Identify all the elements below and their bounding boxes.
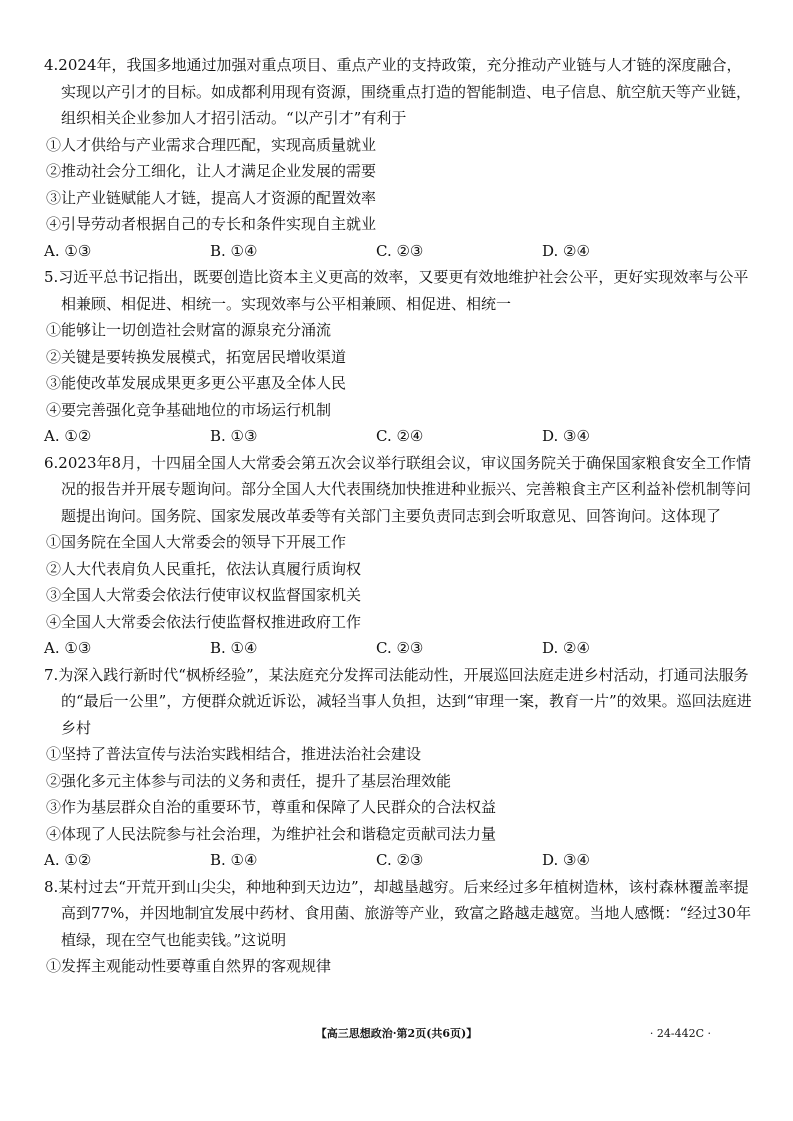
answer-choice: B. ①③ <box>210 427 258 445</box>
answer-choice: C. ②③ <box>376 851 424 869</box>
statement-item: ④引导劳动者根据自己的专长和条件实现自主就业 <box>46 215 377 233</box>
statement-item: ②推动社会分工细化，让人才满足企业发展的需要 <box>46 162 377 180</box>
statement-item: ①发挥主观能动性要尊重自然界的客观规律 <box>46 957 332 975</box>
question-block <box>44 874 756 980</box>
question-stem: 6.2023年8月，十四届全国人大常委会第五次会议举行联组会议，审议国务院关于确保国家粮食安全工作情况的报告并开展专题询问。部分全国人大代表围绕加快推进种业振兴、完善粮食主产区利益补偿机制等问题提出询问。国务院、国家发展改革委等有关部门主要负责同志到会听取意见、回答询问。这体现了 <box>44 453 752 525</box>
answer-choice: D. ③④ <box>542 851 590 869</box>
statement-item: ④体现了人民法院参与社会治理，为维护社会和谐稳定贡献司法力量 <box>46 824 497 843</box>
answer-choices <box>44 847 756 874</box>
question-block <box>44 52 756 264</box>
answer-choice: B. ①④ <box>210 851 258 869</box>
question-stem: 4.2024年，我国多地通过加强对重点项目、重点产业的支持政策，充分推动产业链与人才链的深度融合，实现以产引才的目标。如成都利用现有资源，围绕重点打造的智能制造、电子信息、航空航天等产业链，组织相关企业参加人才招引活动。“以产引才”有利于 <box>44 56 752 127</box>
statement-item: ③能使改革发展成果更多更公平惠及全体人民 <box>46 374 347 392</box>
answer-choice: A. ①② <box>44 851 92 869</box>
statement-item: ④全国人大常委会依法行使监督权推进政府工作 <box>46 612 362 631</box>
statement-item: ④要完善强化竞争基础地位的市场运行机制 <box>46 400 332 419</box>
answer-choice: D. ②④ <box>542 639 590 657</box>
answer-choice: A. ①② <box>44 427 92 445</box>
question-stem: 5.习近平总书记指出，既要创造比资本主义更高的效率，又要更有效地维护社会公平，更好实现效率与公平相兼顾、相促进、相统一。实现效率与公平相兼顾、相促进、相统一 <box>44 268 749 313</box>
statement-item: ②关键是要转换发展模式，拓宽居民增收渠道 <box>46 347 347 366</box>
statement-item: ①能够让一切创造社会财富的源泉充分涌流 <box>46 321 332 339</box>
statement-item: ①人才供给与产业需求合理匹配，实现高质量就业 <box>46 135 377 154</box>
answer-choices <box>44 635 756 662</box>
answer-choice: A. ①③ <box>44 639 92 657</box>
question-stem: 7.为深入践行新时代“枫桥经验”，某法庭充分发挥司法能动性，开展巡回法庭走进乡村活动，打通司法服务的“最后一公里”，方便群众就近诉讼，减轻当事人负担，达到“审理一案，教育一片”的效果。巡回法庭进乡村 <box>44 665 752 737</box>
answer-choice: C. ②③ <box>376 639 424 657</box>
answer-choice: D. ③④ <box>542 427 590 445</box>
statement-item: ①坚持了普法宣传与法治实践相结合，推进法治社会建设 <box>46 745 422 763</box>
statement-item: ②强化多元主体参与司法的义务和责任，提升了基层治理效能 <box>46 771 452 790</box>
statement-item: ①国务院在全国人大常委会的领导下开展工作 <box>46 533 347 551</box>
question-block <box>44 264 756 450</box>
question-list <box>44 52 756 980</box>
footer-title: 【高三思想政治·第2页(共6页)】 <box>315 1027 478 1040</box>
answer-choice: D. ②④ <box>542 241 590 260</box>
statement-item: ③让产业链赋能人才链，提高人才资源的配置效率 <box>46 188 377 207</box>
question-block <box>44 450 756 662</box>
answer-choice: B. ①④ <box>210 241 258 260</box>
question-block <box>44 662 756 874</box>
answer-choice: C. ②④ <box>376 427 424 445</box>
statement-item: ③全国人大常委会依法行使审议权监督国家机关 <box>46 586 362 604</box>
answer-choice: C. ②③ <box>376 241 424 260</box>
page-footer <box>0 1022 793 1046</box>
statement-item: ②人大代表肩负人民重托，依法认真履行质询权 <box>46 559 362 578</box>
answer-choice: A. ①③ <box>44 241 92 260</box>
answer-choices <box>44 423 756 450</box>
question-stem: 8.某村过去“开荒开到山尖尖，种地种到天边边”，却越垦越穷。后来经过多年植树造林，该村森林覆盖率提高到77%，并因地制宜发展中药材、食用菌、旅游等产业，致富之路越走越宽。当地人感慨：“经过30年植绿，现在空气也能卖钱。”这说明 <box>44 877 752 949</box>
answer-choices <box>44 238 756 265</box>
answer-choice: B. ①④ <box>210 639 258 657</box>
statement-item: ③作为基层群众自治的重要环节，尊重和保障了人民群众的合法权益 <box>46 798 497 816</box>
footer-code: · 24-442C · <box>649 1027 711 1040</box>
